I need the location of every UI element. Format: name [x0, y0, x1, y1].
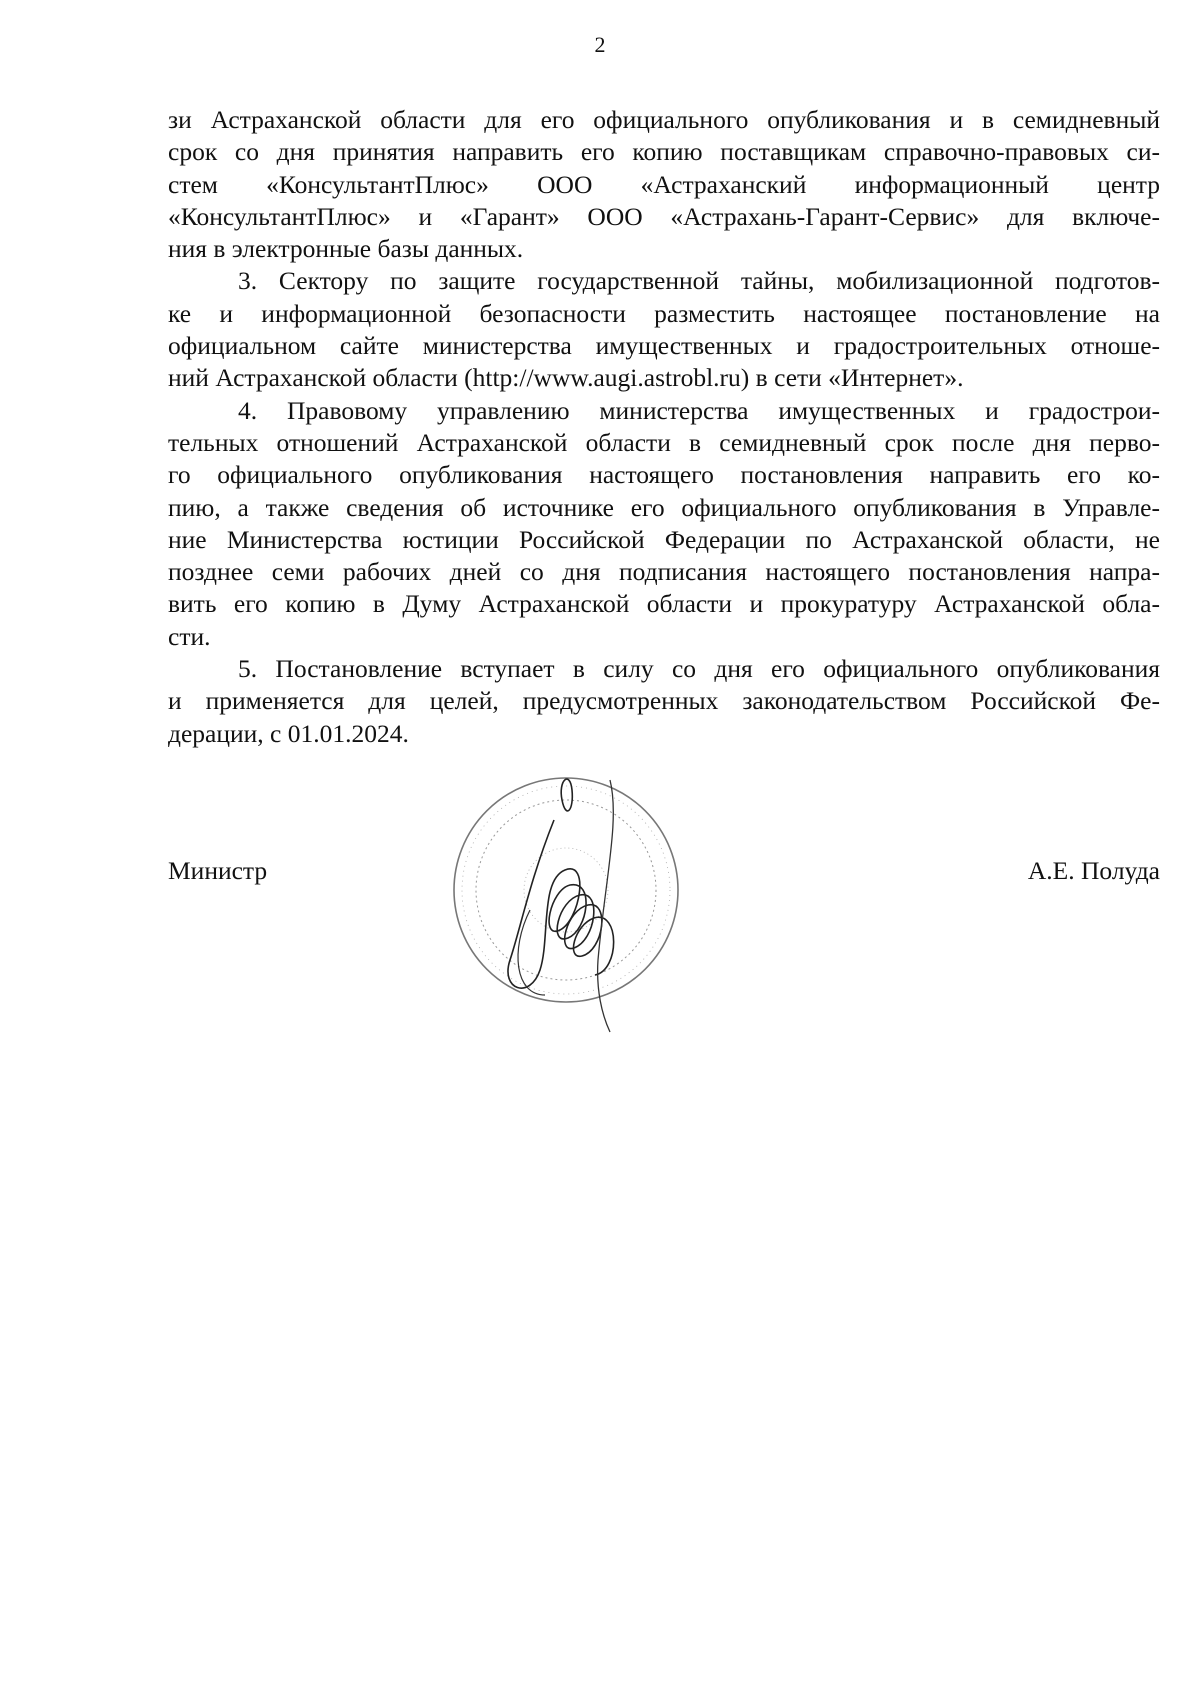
text-line: ние Министерства юстиции Российской Федерации по Астраханской области, не [168, 524, 1160, 554]
text-line: го официального опубликования настоящего постановления направить его ко- [168, 460, 1160, 490]
text-line: позднее семи рабочих дней со дня подписания настоящего постановления напра- [168, 557, 1160, 587]
page-number: 2 [594, 32, 606, 57]
document-body [168, 104, 1160, 750]
text-line: вить его копию в Думу Астраханской области и прокуратуру Астраханской обла- [168, 589, 1160, 619]
text-line: официальном сайте министерства имущественных и градостроительных отноше- [168, 331, 1160, 361]
text-line: сти. [168, 621, 211, 651]
text-line: срок со дня принятия направить его копию поставщикам справочно-правовых си- [168, 137, 1160, 167]
text-line: дерации, с 01.01.2024. [168, 718, 409, 748]
text-line: тельных отношений Астраханской области в семидневный срок после дня перво- [168, 427, 1160, 457]
signer-position: Министр [168, 856, 268, 885]
text-line: пию, а также сведения об источнике его официального опубликования в Управле- [168, 492, 1160, 522]
handwritten-signature-icon [470, 760, 670, 1040]
text-line: ния в электронные базы данных. [168, 234, 524, 264]
text-line: 3. Сектору по защите государственной тайны, мобилизационной подготов- [238, 266, 1160, 296]
text-line: «КонсультантПлюс» и «Гарант» ООО «Астрахань-Гарант-Сервис» для включе- [168, 201, 1160, 231]
paragraph-item-3 [168, 265, 1160, 394]
paragraph-continuation [168, 104, 1160, 265]
signature-block [0, 770, 1200, 1060]
text-line: 5. Постановление вступает в силу со дня его официального опубликования [238, 654, 1160, 684]
text-line: ний Астраханской области (http://www.augi.astrobl.ru) в сети «Интернет». [168, 363, 964, 393]
text-line: зи Астраханской области для его официального опубликования и в семидневный [168, 105, 1160, 134]
text-line: 4. Правовому управлению министерства имущественных и градострои- [238, 395, 1160, 425]
paragraph-item-5 [168, 653, 1160, 750]
text-line: и применяется для целей, предусмотренных законодательством Российской Фе- [168, 686, 1160, 716]
signer-name: А.Е. Полуда [1027, 856, 1160, 885]
text-line: ке и информационной безопасности разместить настоящее постановление на [168, 298, 1160, 328]
paragraph-item-4 [168, 395, 1160, 653]
text-line: стем «КонсультантПлюс» ООО «Астраханский информационный центр [168, 169, 1160, 199]
